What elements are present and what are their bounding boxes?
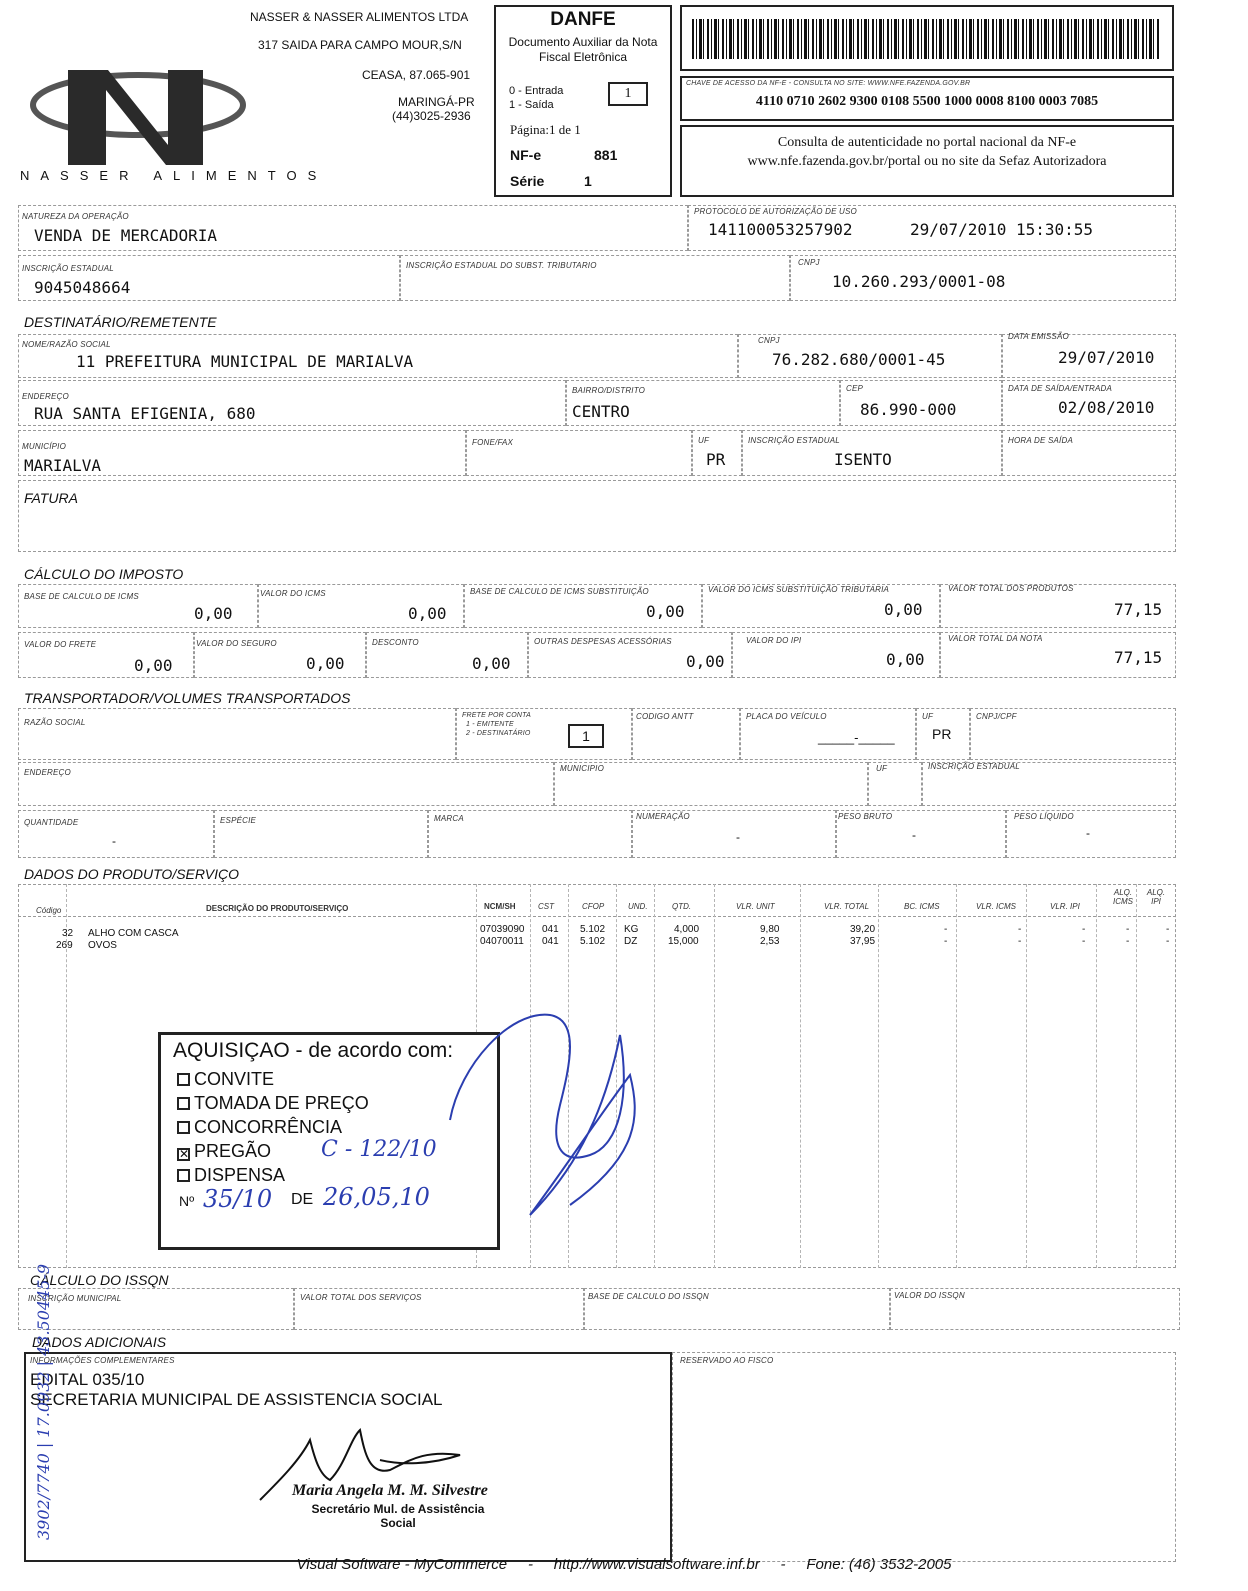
col-header-vlr-unit: VLR. UNIT [736,902,775,911]
recipient-name-label: NOME/RAZÃO SOCIAL [22,340,111,349]
row1-vlr-ipi: - [1082,924,1086,935]
row1-vlr-total: 39,20 [850,924,876,935]
row1-alq-ipi: - [1166,924,1170,935]
access-key-box [680,76,1174,121]
transport-uf: PR [932,726,952,742]
products-section: DADOS DO PRODUTO/SERVIÇO [24,866,239,882]
table-row [18,936,1176,954]
stamp-no-label: Nº [179,1193,195,1209]
icms-label: VALOR DO ICMS [260,589,326,598]
checkbox-icon [177,1097,190,1110]
row2-vlr-ipi: - [1082,936,1086,947]
row1-codigo: 32 [62,928,74,939]
numeracao-value: - [736,830,740,844]
row2-cst: 041 [542,936,559,947]
row2-vlr-icms: - [1018,936,1022,947]
row2-alq-icms: - [1126,936,1130,947]
serie-number: 1 [584,173,592,189]
issqn-total-label: VALOR TOTAL DOS SERVIÇOS [300,1293,422,1302]
stamp-pregao-note: C - 122/10 [321,1137,437,1162]
barcode [692,19,1160,59]
stamp-option-dispensa: DISPENSA [177,1165,285,1186]
placa-label: PLACA DO VEÍCULO [746,712,827,721]
stamp-option-pregao: ✕ PREGÃO [179,1141,272,1161]
hora-label: HORA DE SAÍDA [1008,436,1073,445]
bairro-label: BAIRRO/DISTRITO [572,386,646,395]
row1-bc-icms: - [944,924,948,935]
col-header-vlr-ipi: VLR. IPI [1050,902,1080,911]
stamp-no-value: 35/10 [203,1185,273,1213]
desconto-value: 0,00 [472,654,511,673]
peso-bruto-value: - [912,828,916,842]
endereco-value: RUA SANTA EFIGENIA, 680 [34,404,256,423]
cep-value: 86.990-000 [860,400,957,419]
row1-und: KG [624,924,639,935]
total-prod-label: VALOR TOTAL DOS PRODUTOS [948,584,1074,593]
col-header-vlr-total: VLR. TOTAL [824,902,870,911]
recipient-ie: ISENTO [834,450,892,469]
emitter-phone: (44)3025-2936 [392,109,471,123]
access-key: 4110 0710 2602 9300 0108 5500 1000 0008 8100 0003 7085 [755,94,1099,109]
outras-value: 0,00 [686,652,725,671]
saida-value: 02/08/2010 [1058,398,1155,417]
antt-label: CODIGO ANTT [636,712,694,721]
stamp-de-value: 26,05,10 [323,1183,430,1211]
protocolo-datetime: 29/07/2010 15:30:55 [910,220,1094,239]
issqn-valor-label: VALOR DO ISSQN [894,1291,965,1300]
stamp-option-convite: CONVITE [177,1069,274,1090]
total-prod-value: 77,15 [1114,600,1163,619]
transport-razao-label: RAZÃO SOCIAL [24,718,86,727]
col-header-bc-icms: BC. ICMS [904,902,940,911]
emissao-label: DATA EMISSÃO [1008,332,1069,341]
barcode-box [680,5,1174,71]
transport-ie-label: INSCRIÇÃO ESTADUAL [928,762,1020,771]
recipient-ie-label: INSCRIÇÃO ESTADUAL [748,436,840,445]
consulta-box [680,125,1174,197]
transport-cnpj-label: CNPJ/CPF [976,712,1017,721]
endereco-label: ENDEREÇO [22,392,69,401]
col-header-qtd: QTD. [672,902,692,911]
peso-bruto-label: PESO BRUTO [838,812,893,821]
municipio-value: MARIALVA [24,456,102,475]
especie-label: ESPÉCIE [220,816,257,825]
cep-label: CEP [846,384,864,393]
saida-label: DATA DE SAÍDA/ENTRADA [1008,384,1113,393]
col-header-cfop: CFOP [582,902,605,911]
qtd-label: QUANTIDADE [24,818,79,827]
natureza-label: NATUREZA DA OPERAÇÃO [22,212,129,221]
checkbox-icon [177,1121,190,1134]
icms-st-label: VALOR DO ICMS SUBSTITUIÇÃO TRIBUTARIA [708,585,890,594]
recipient-cnpj: 76.282.680/0001-45 [772,350,946,369]
peso-liq-value: - [1086,826,1090,840]
emitter-logo [18,50,248,180]
ipi-label: VALOR DO IPI [746,636,802,645]
stamp-option-concorrencia: CONCORRÊNCIA [177,1117,342,1138]
emitter-name: NASSER & NASSER ALIMENTOS LTDA [250,10,469,24]
col-header-vlr-icms: VLR. ICMS [976,902,1017,911]
row2-und: DZ [624,936,638,947]
bc-st-label: BASE DE CALCULO DE ICMS SUBSTITUIÇÃO [470,587,649,596]
checkbox-icon [177,1073,190,1086]
recipient-uf-label: UF [698,436,710,445]
col-header-alq-ipi: ALQ. IPI [1146,888,1166,906]
ie-value: 9045048664 [34,278,131,297]
row2-bc-icms: - [944,936,948,947]
emitter-cnpj: 10.260.293/0001-08 [832,272,1006,291]
icms-value: 0,00 [408,604,447,623]
row1-ncm: 07039090 [480,924,525,935]
info-line2: SECRETARIA MUNICIPAL DE ASSISTENCIA SOCIAL [30,1390,443,1409]
frete-opt2: 2 - DESTINATÁRIO [466,730,531,737]
serie-label: Série [510,173,545,189]
natureza-value: VENDA DE MERCADORIA [34,226,218,245]
row2-vlr-unit: 2,53 [760,936,780,947]
icms-st-value: 0,00 [884,600,923,619]
row2-cfop: 5.102 [580,936,606,947]
protocolo-value: 141100053257902 [708,220,853,239]
frete-conta-value: 1 [582,728,590,744]
seguro-value: 0,00 [306,654,345,673]
danfe-subtitle: Documento Auxiliar da Nota Fiscal Eletrônica [508,35,658,64]
bc-icms-label: BASE DE CALCULO DE ICMS [24,592,139,601]
signer-name: Maria Angela M. M. Silvestre [292,1482,488,1499]
col-header-cst: CST [538,902,554,911]
stamp-de-label: DE [291,1191,314,1208]
fatura-section: FATURA [24,490,78,506]
seguro-label: VALOR DO SEGURO [196,639,277,648]
bairro-value: CENTRO [572,402,630,421]
row2-vlr-total: 37,95 [850,936,876,947]
checkbox-icon [177,1169,190,1182]
stamp-title: AQUISIÇAO - de acordo com: [173,1039,454,1062]
checked-checkbox-icon: ✕ [179,1147,190,1161]
emitter-district: CEASA, 87.065-901 [362,68,471,82]
danfe-pagina: Página:1 de 1 [510,122,581,137]
info-line1: EDITAL 035/10 [30,1370,145,1389]
danfe-saida: 1 - Saída [509,99,554,111]
desconto-label: DESCONTO [372,638,419,647]
row1-cst: 041 [542,924,559,935]
recipient-cnpj-label: CNPJ [758,336,780,345]
frete-label: VALOR DO FRETE [24,640,97,649]
row2-descricao: OVOS [88,940,117,951]
frete-conta-box [568,724,604,748]
danfe-title: DANFE [550,9,616,30]
bc-st-value: 0,00 [646,602,685,621]
peso-liq-label: PESO LÍQUIDO [1014,812,1074,821]
transport-municipio-label: MUNICIPIO [560,764,605,773]
info-label: INFORMAÇÕES COMPLEMENTARES [30,1356,175,1365]
transport-uf2-label: UF [876,764,888,773]
placa-value: _____-_____ [818,730,895,745]
row2-alq-ipi: - [1166,936,1170,947]
ipi-value: 0,00 [886,650,925,669]
danfe-box [494,5,672,197]
row1-vlr-icms: - [1018,924,1022,935]
danfe-entrada: 0 - Entrada [509,85,564,97]
footer-text: Visual Software - MyCommerce - http://www.visualsoftware.inf.br - Fone: (46) 3532-2005 [296,1556,952,1573]
col-header-alq-icms: ALQ. ICMS [1113,888,1133,906]
row1-cfop: 5.102 [580,924,606,935]
row1-qtd: 4,000 [674,924,700,935]
issqn-im-label: INSCRIÇÃO MUNICIPAL [28,1294,122,1303]
transport-endereco-label: ENDEREÇO [24,768,71,777]
transport-section: TRANSPORTADOR/VOLUMES TRANSPORTADOS [24,690,351,706]
marca-label: MARCA [434,814,464,823]
transport-uf-label: UF [922,712,934,721]
additional-section: DADOS ADICIONAIS [32,1334,167,1350]
ie-label: INSCRIÇÃO ESTADUAL [22,264,114,273]
bc-icms-value: 0,00 [194,604,233,623]
protocolo-label: PROTOCOLO DE AUTORIZAÇÃO DE USO [694,207,857,216]
emitter-address: 317 SAIDA PARA CAMPO MOUR,S/N [258,38,462,52]
col-header-codigo: Código [36,906,62,915]
row1-descricao: ALHO COM CASCA [88,928,179,939]
emissao-value: 29/07/2010 [1058,348,1155,367]
qtd-value: - [112,834,116,848]
frete-conta-label: FRETE POR CONTA [462,712,531,719]
issqn-bc-label: BASE DE CALCULO DO ISSQN [588,1292,709,1301]
row2-ncm: 04070011 [480,936,524,947]
emitter-cnpj-label: CNPJ [798,258,820,267]
nfe-number: 881 [594,147,618,163]
total-nota-label: VALOR TOTAL DA NOTA [948,634,1043,643]
municipio-label: MUNICÍPIO [22,442,67,451]
emitter-city: MARINGÁ-PR [398,95,475,109]
frete-opt1: 1 - EMITENTE [466,721,514,728]
recipient-section: DESTINATÁRIO/REMETENTE [24,314,217,330]
recipient-name: 11 PREFEITURA MUNICIPAL DE MARIALVA [76,352,414,371]
nfe-label: NF-e [510,147,542,163]
col-header-ncm: NCM/SH [484,902,516,911]
total-nota-value: 77,15 [1114,648,1163,667]
issqn-section: CÁLCULO DO ISSQN [30,1272,169,1288]
fisco-label: RESERVADO AO FISCO [680,1356,774,1365]
col-header-und: UND. [628,902,648,911]
tax-section: CÁLCULO DO IMPOSTO [24,566,184,582]
danfe-tipo-box [608,82,648,106]
consulta-text: Consulta de autenticidade no portal nacional da NF-e www.nfe.fazenda.gov.br/portal ou no site da Sefaz Autorizadora [747,135,1107,169]
recipient-uf: PR [706,450,726,469]
danfe-tipo: 1 [624,86,632,101]
handwritten-margin-notes: 3902/7740 | 17.0932 | 43.50445-9 [34,1263,53,1540]
frete-value: 0,00 [134,656,173,675]
emitter-brand: NASSER ALIMENTOS [20,168,328,183]
outras-label: OUTRAS DESPESAS ACESSÓRIAS [534,637,672,646]
signer-role: Secretário Mul. de Assistência Social [311,1502,485,1530]
numeracao-label: NUMERAÇÃO [636,812,690,821]
fone-label: FONE/FAX [472,438,514,447]
col-header-descricao: DESCRIÇÃO DO PRODUTO/SERVIÇO [206,904,349,913]
ie-st-label: INSCRIÇÃO ESTADUAL DO SUBST. TRIBUTARIO [406,261,597,270]
stamp-option-tomada: TOMADA DE PREÇO [177,1093,369,1114]
signature-scribble [440,1005,690,1235]
row1-vlr-unit: 9,80 [760,924,780,935]
row2-qtd: 15,000 [668,936,699,947]
row1-alq-icms: - [1126,924,1130,935]
row2-codigo: 269 [56,940,73,951]
access-key-label: CHAVE DE ACESSO DA NF-E - CONSULTA NO SITE: WWW.NFE.FAZENDA.GOV.BR [686,80,971,87]
